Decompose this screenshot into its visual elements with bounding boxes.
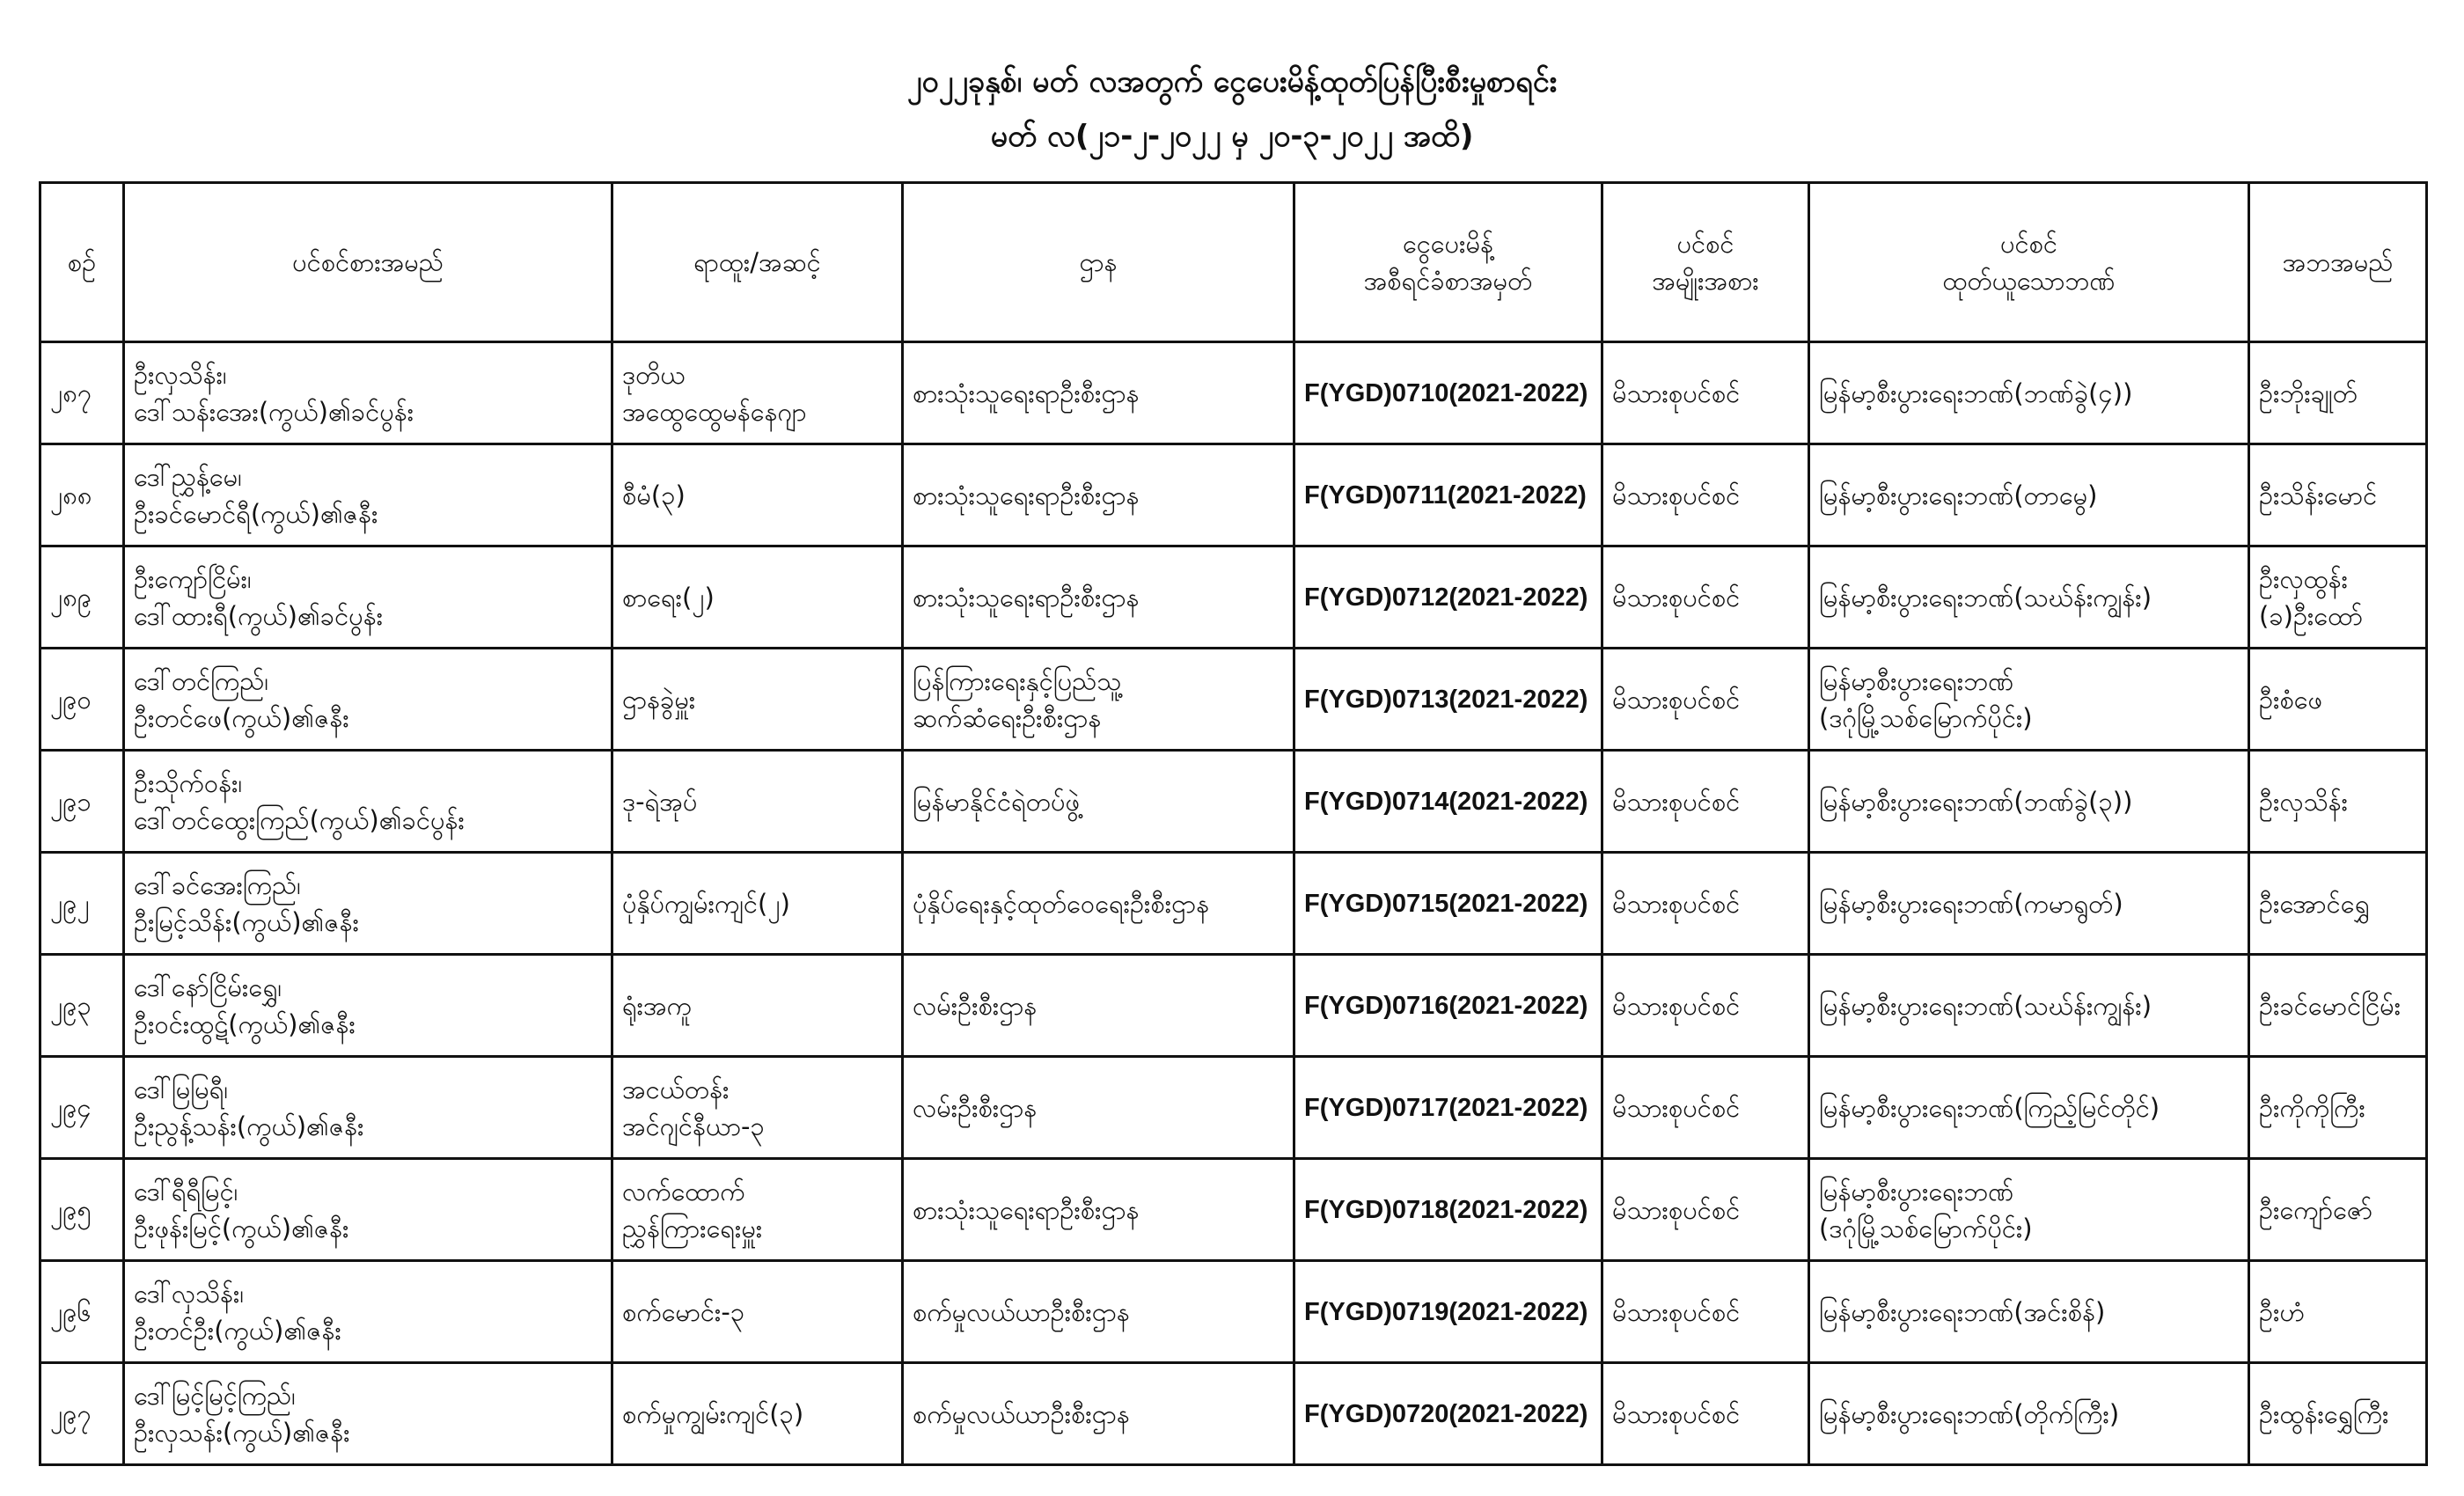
cell-type [1602, 1159, 1809, 1261]
cell-type [1602, 853, 1809, 955]
cell-name-text-2: ဦးညွန့်သန်း(ကွယ်)၏ဇနီး [134, 1111, 364, 1141]
cell-name [124, 1363, 612, 1465]
cell-dept [903, 444, 1294, 546]
cell-no-text: ၂၉၆ [50, 1296, 92, 1327]
cell-bank [1809, 1159, 2249, 1261]
cell-rank [612, 751, 903, 853]
cell-bank [1809, 444, 2249, 546]
cell-rank [612, 1159, 903, 1261]
cell-no-text: ၂၉၁ [50, 786, 92, 817]
header-cert-line-1: ငွေပေးမိန့် [1402, 229, 1494, 259]
cell-name [124, 955, 612, 1057]
cell-cert [1294, 444, 1602, 546]
cell-no [40, 1057, 124, 1159]
cell-cert-text: F(YGD)0717(2021-2022) [1304, 1093, 1588, 1122]
cell-heir-text-2: (ခ)ဦးထော် [2259, 600, 2364, 631]
cell-dept [903, 1363, 1294, 1465]
cell-dept [903, 342, 1294, 444]
title-line-2: မတ် လ(၂၁-၂-၂၀၂၂ မှ ၂၀-၃-၂၀၂၂ အထိ) [990, 119, 1474, 154]
cell-rank-text-1: စက်မှုကျွမ်းကျင်(၃) [622, 1398, 804, 1429]
cell-dept-text-1: ပြန်ကြားရေးနှင့်ပြည်သူ့ [913, 665, 1122, 696]
cell-no [40, 546, 124, 649]
cell-heir [2249, 1159, 2427, 1261]
cell-name [124, 853, 612, 955]
document-title [0, 55, 2464, 164]
cell-bank-text-1: မြန်မာ့စီးပွားရေးဘဏ်(ဘဏ်ခွဲ(၄)) [1819, 378, 2133, 408]
cell-bank [1809, 955, 2249, 1057]
cell-bank [1809, 546, 2249, 649]
header-heir [2249, 183, 2427, 342]
cell-dept [903, 1057, 1294, 1159]
cell-bank [1809, 1261, 2249, 1363]
header-bank [1809, 183, 2249, 342]
cell-name [124, 649, 612, 751]
cell-rank [612, 546, 903, 649]
cell-name-text-2: ဒေါ်တင်ထွေးကြည်(ကွယ်)၏ခင်ပွန်း [134, 804, 465, 835]
cell-name-text-2: ဦးတင်ဖေ(ကွယ်)၏ဇနီး [134, 702, 349, 733]
cell-heir-text-1: ဦးဘိုးချုတ် [2259, 378, 2358, 408]
cell-name [124, 1261, 612, 1363]
cell-no-text: ၂၉၂ [50, 888, 90, 919]
cell-name [124, 1159, 612, 1261]
cell-type-text: မိသားစုပင်စင် [1612, 990, 1741, 1021]
cell-name-text-2: ဒေါ်သန်းအေး(ကွယ်)၏ခင်ပွန်း [134, 396, 414, 427]
cell-rank-text-1: ရုံးအကူ [622, 990, 693, 1021]
cell-no [40, 1261, 124, 1363]
cell-bank [1809, 342, 2249, 444]
cell-type [1602, 751, 1809, 853]
cell-type [1602, 1057, 1809, 1159]
header-row [40, 183, 2427, 342]
cell-dept [903, 649, 1294, 751]
header-type [1602, 183, 1809, 342]
cell-cert-text: F(YGD)0716(2021-2022) [1304, 991, 1588, 1020]
header-type-line-1: ပင်စင် [1676, 229, 1734, 259]
header-heir-label: အဘအမည် [2282, 247, 2394, 277]
cell-dept-text-1: ပုံနှိပ်ရေးနှင့်ထုတ်ဝေရေးဦးစီးဌာန [913, 888, 1210, 919]
table-row [40, 751, 2427, 853]
cell-cert-text: F(YGD)0712(2021-2022) [1304, 583, 1588, 612]
cell-rank-text-2: အထွေထွေမန်နေဂျာ [622, 396, 807, 427]
cell-heir [2249, 853, 2427, 955]
cell-dept-text-1: စားသုံးသူရေးရာဦးစီးဌာန [913, 582, 1140, 612]
cell-heir [2249, 1261, 2427, 1363]
cell-rank-text-1: ဒု-ရဲအုပ် [622, 786, 698, 817]
header-cert-line-2: အစီရင်ခံစာအမှတ် [1363, 266, 1533, 296]
header-no-label: စဉ် [67, 247, 97, 277]
cell-rank-text-1: စာရေး(၂) [622, 582, 715, 612]
cell-name-text-1: ဒေါ်ရီရီမြင့်၊ [134, 1176, 238, 1206]
cell-cert-text: F(YGD)0720(2021-2022) [1304, 1399, 1588, 1428]
cell-rank-text-1: လက်ထောက် [622, 1176, 745, 1206]
cell-heir [2249, 1057, 2427, 1159]
cell-name [124, 342, 612, 444]
cell-no-text: ၂၈၉ [50, 582, 92, 612]
table-row [40, 853, 2427, 955]
cell-dept-text-1: လမ်းဦးစီးဌာန [913, 1092, 1038, 1123]
cell-type-text: မိသားစုပင်စင် [1612, 480, 1741, 510]
cell-heir [2249, 546, 2427, 649]
cell-name-text-1: ဦးသိုက်ဝန်း၊ [134, 767, 243, 798]
header-cert [1294, 183, 1602, 342]
cell-cert [1294, 751, 1602, 853]
cell-heir [2249, 955, 2427, 1057]
cell-heir-text-1: ဦးဟံ [2259, 1296, 2305, 1327]
cell-no [40, 1159, 124, 1261]
cell-rank [612, 1261, 903, 1363]
cell-cert-text: F(YGD)0714(2021-2022) [1304, 787, 1588, 816]
cell-cert [1294, 1261, 1602, 1363]
cell-dept-text-1: စားသုံးသူရေးရာဦးစီးဌာန [913, 1194, 1140, 1225]
cell-bank-text-1: မြန်မာ့စီးပွားရေးဘဏ်(ကမာရွတ်) [1819, 888, 2123, 919]
cell-no-text: ၂၈၇ [50, 378, 92, 408]
header-type-line-2: အမျိုးအစား [1652, 266, 1759, 296]
header-dept [903, 183, 1294, 342]
cell-rank [612, 853, 903, 955]
cell-heir [2249, 649, 2427, 751]
cell-type-text: မိသားစုပင်စင် [1612, 1398, 1741, 1429]
cell-cert-text: F(YGD)0715(2021-2022) [1304, 889, 1588, 918]
table-row [40, 1159, 2427, 1261]
cell-rank-text-2: အင်ဂျင်နီယာ-၃ [622, 1111, 765, 1141]
cell-type-text: မိသားစုပင်စင် [1612, 1092, 1741, 1123]
cell-type [1602, 444, 1809, 546]
title-line-1: ၂၀၂၂ခုနှစ်၊ မတ် လအတွက် ငွေပေးမိန့်ထုတ်ပြန်ပြီးစီးမှုစာရင်း [906, 64, 1558, 99]
cell-name-text-1: ဒေါ်ညွှန့်မေ၊ [134, 461, 242, 492]
cell-type-text: မိသားစုပင်စင် [1612, 888, 1741, 919]
cell-name [124, 546, 612, 649]
table-row [40, 546, 2427, 649]
cell-bank [1809, 1057, 2249, 1159]
table-row [40, 649, 2427, 751]
cell-cert-text: F(YGD)0711(2021-2022) [1304, 480, 1587, 510]
cell-heir-text-1: ဦးထွန်းရွှေကြီး [2259, 1398, 2389, 1429]
table-row [40, 1057, 2427, 1159]
cell-name-text-2: ဦးဖုန်းမြင့်(ကွယ်)၏ဇနီး [134, 1213, 349, 1243]
cell-rank-text-1: စက်မောင်း-၃ [622, 1296, 745, 1327]
cell-no [40, 853, 124, 955]
cell-type [1602, 649, 1809, 751]
cell-name-text-1: ဒေါ်လှသိန်း၊ [134, 1278, 245, 1309]
cell-cert [1294, 1363, 1602, 1465]
cell-rank-text-1: ဌာနခွဲမှူး [622, 684, 696, 715]
cell-dept-text-1: လမ်းဦးစီးဌာန [913, 990, 1038, 1021]
cell-name-text-2: ဦးလှသန်း(ကွယ်)၏ဇနီး [134, 1417, 350, 1448]
cell-cert-text: F(YGD)0718(2021-2022) [1304, 1195, 1588, 1224]
cell-no [40, 342, 124, 444]
cell-dept [903, 751, 1294, 853]
cell-dept-text-1: စက်မှုလယ်ယာဦးစီးဌာန [913, 1398, 1130, 1429]
cell-name-text-1: ဒေါ်မြမြရီ၊ [134, 1074, 228, 1104]
cell-rank [612, 1363, 903, 1465]
cell-no-text: ၂၉၀ [50, 684, 92, 715]
cell-bank-text-1: မြန်မာ့စီးပွားရေးဘဏ်(သဃ်န်းကျွန်း) [1819, 990, 2152, 1021]
cell-dept [903, 1159, 1294, 1261]
cell-type-text: မိသားစုပင်စင် [1612, 1296, 1741, 1327]
cell-rank [612, 444, 903, 546]
cell-rank-text-2: ညွှန်ကြားရေးမှူး [622, 1213, 763, 1243]
table-row [40, 955, 2427, 1057]
cell-type [1602, 955, 1809, 1057]
cell-heir-text-1: ဦးအောင်ရွှေ [2259, 888, 2370, 919]
cell-bank-text-1: မြန်မာ့စီးပွားရေးဘဏ်(သဃ်န်းကျွန်း) [1819, 582, 2152, 612]
cell-name-text-2: ဒေါ်ထားရီ(ကွယ်)၏ခင်ပွန်း [134, 600, 384, 631]
cell-name-text-2: ဦးခင်မောင်ရီ(ကွယ်)၏ဇနီး [134, 498, 378, 529]
cell-no [40, 649, 124, 751]
cell-name [124, 1057, 612, 1159]
cell-bank [1809, 751, 2249, 853]
cell-no-text: ၂၉၅ [50, 1194, 92, 1225]
cell-name [124, 444, 612, 546]
cell-bank [1809, 1363, 2249, 1465]
cell-dept [903, 1261, 1294, 1363]
cell-type-text: မိသားစုပင်စင် [1612, 684, 1741, 715]
cell-rank [612, 649, 903, 751]
cell-bank-text-1: မြန်မာ့စီးပွားရေးဘဏ် [1819, 1176, 2014, 1206]
cell-cert-text: F(YGD)0719(2021-2022) [1304, 1297, 1588, 1326]
table-body [40, 342, 2427, 1465]
cell-rank [612, 1057, 903, 1159]
header-bank-line-2: ထုတ်ယူသောဘဏ် [1942, 266, 2116, 296]
cell-type [1602, 342, 1809, 444]
cell-heir [2249, 444, 2427, 546]
cell-no-text: ၂၉၃ [50, 990, 92, 1021]
cell-dept [903, 546, 1294, 649]
header-bank-line-1: ပင်စင် [1999, 229, 2058, 259]
cell-heir-text-1: ဦးစံဖေ [2259, 684, 2323, 715]
cell-bank-text-1: မြန်မာ့စီးပွားရေးဘဏ်(တာမွေ) [1819, 480, 2098, 510]
cell-no-text: ၂၈၈ [50, 480, 92, 510]
header-no [40, 183, 124, 342]
table-row [40, 1363, 2427, 1465]
cell-bank-text-1: မြန်မာ့စီးပွားရေးဘဏ် [1819, 665, 2014, 696]
cell-heir [2249, 342, 2427, 444]
cell-name-text-1: ဒေါ်မြင့်မြင့်ကြည်၊ [134, 1380, 296, 1411]
cell-rank [612, 955, 903, 1057]
cell-name-text-1: ဒေါ်တင်ကြည်၊ [134, 665, 269, 696]
cell-no-text: ၂၉၄ [50, 1092, 92, 1123]
cell-name [124, 751, 612, 853]
cell-name-text-2: ဦးတင်ဦး(ကွယ်)၏ဇနီး [134, 1315, 341, 1346]
cell-rank-text-1: အငယ်တန်း [622, 1074, 730, 1104]
cell-heir-text-1: ဦးခင်မောင်ငြိမ်း [2259, 990, 2402, 1021]
cell-name-text-1: ဦးလှသိန်း၊ [134, 359, 227, 390]
cell-heir [2249, 751, 2427, 853]
header-rank [612, 183, 903, 342]
cell-heir-text-1: ဦးလှထွန်း [2259, 563, 2349, 594]
cell-no [40, 751, 124, 853]
table-row [40, 444, 2427, 546]
cell-dept [903, 955, 1294, 1057]
header-dept-label: ဌာန [1079, 247, 1118, 277]
cell-cert [1294, 546, 1602, 649]
cell-bank-text-1: မြန်မာ့စီးပွားရေးဘဏ်(အင်းစိန်) [1819, 1296, 2106, 1327]
cell-type-text: မိသားစုပင်စင် [1612, 786, 1741, 817]
cell-dept-text-1: စက်မှုလယ်ယာဦးစီးဌာန [913, 1296, 1130, 1327]
cell-bank-text-1: မြန်မာ့စီးပွားရေးဘဏ်(ကြည့်မြင်တိုင်) [1819, 1092, 2160, 1123]
cell-cert [1294, 1159, 1602, 1261]
header-name [124, 183, 612, 342]
cell-heir-text-1: ဦးလှသိန်း [2259, 786, 2349, 817]
cell-bank-text-2: (ဒဂုံမြို့သစ်မြောက်ပိုင်း) [1819, 702, 2033, 733]
cell-bank [1809, 853, 2249, 955]
cell-dept-text-1: စားသုံးသူရေးရာဦးစီးဌာန [913, 378, 1140, 408]
cell-type-text: မိသားစုပင်စင် [1612, 582, 1741, 612]
cell-rank-text-1: ဒုတိယ [622, 359, 686, 390]
cell-cert [1294, 649, 1602, 751]
cell-cert-text: F(YGD)0710(2021-2022) [1304, 378, 1588, 407]
cell-no [40, 1363, 124, 1465]
cell-rank-text-1: စီမံ(၃) [622, 480, 686, 510]
cell-bank-text-1: မြန်မာ့စီးပွားရေးဘဏ်(တိုက်ကြီး) [1819, 1398, 2120, 1429]
cell-no-text: ၂၉၇ [50, 1398, 92, 1429]
cell-rank [612, 342, 903, 444]
cell-type [1602, 1261, 1809, 1363]
cell-name-text-1: ဒေါ်နော်ငြိမ်းရွှေ၊ [134, 972, 282, 1002]
cell-type-text: မိသားစုပင်စင် [1612, 1194, 1741, 1225]
cell-cert [1294, 342, 1602, 444]
cell-name-text-2: ဦးဝင်းထွဋ်(ကွယ်)၏ဇနီး [134, 1008, 356, 1039]
cell-name-text-1: ဦးကျော်ငြိမ်း၊ [134, 563, 252, 594]
cell-bank-text-1: မြန်မာ့စီးပွားရေးဘဏ်(ဘဏ်ခွဲ(၃)) [1819, 786, 2133, 817]
cell-heir [2249, 1363, 2427, 1465]
cell-name-text-2: ဦးမြင့်သိန်း(ကွယ်)၏ဇနီး [134, 906, 359, 937]
cell-rank-text-1: ပုံနှိပ်ကျွမ်းကျင်(၂) [622, 888, 790, 919]
cell-bank [1809, 649, 2249, 751]
cell-type [1602, 1363, 1809, 1465]
cell-heir-text-1: ဦးကိုကိုကြီး [2259, 1092, 2365, 1123]
cell-bank-text-2: (ဒဂုံမြို့သစ်မြောက်ပိုင်း) [1819, 1213, 2033, 1243]
header-name-label: ပင်စင်စားအမည် [292, 247, 444, 277]
cell-type [1602, 546, 1809, 649]
cell-dept-text-1: စားသုံးသူရေးရာဦးစီးဌာန [913, 480, 1140, 510]
header-rank-label: ရာထူး/အဆင့် [693, 247, 821, 277]
cell-dept [903, 853, 1294, 955]
cell-dept-text-2: ဆက်ဆံရေးဦးစီးဌာန [913, 702, 1102, 733]
cell-no [40, 955, 124, 1057]
cell-dept-text-1: မြန်မာနိုင်ငံရဲတပ်ဖွဲ့ [913, 786, 1081, 817]
table-row [40, 342, 2427, 444]
pension-register-table [39, 181, 2428, 1466]
cell-no [40, 444, 124, 546]
cell-cert [1294, 853, 1602, 955]
cell-type-text: မိသားစုပင်စင် [1612, 378, 1741, 408]
cell-cert-text: F(YGD)0713(2021-2022) [1304, 685, 1588, 714]
cell-heir-text-1: ဦးကျော်ဇော် [2259, 1194, 2372, 1225]
cell-cert [1294, 955, 1602, 1057]
cell-name-text-1: ဒေါ်ခင်အေးကြည်၊ [134, 869, 301, 900]
cell-cert [1294, 1057, 1602, 1159]
table-row [40, 1261, 2427, 1363]
cell-heir-text-1: ဦးသိန်းမောင် [2259, 480, 2378, 510]
